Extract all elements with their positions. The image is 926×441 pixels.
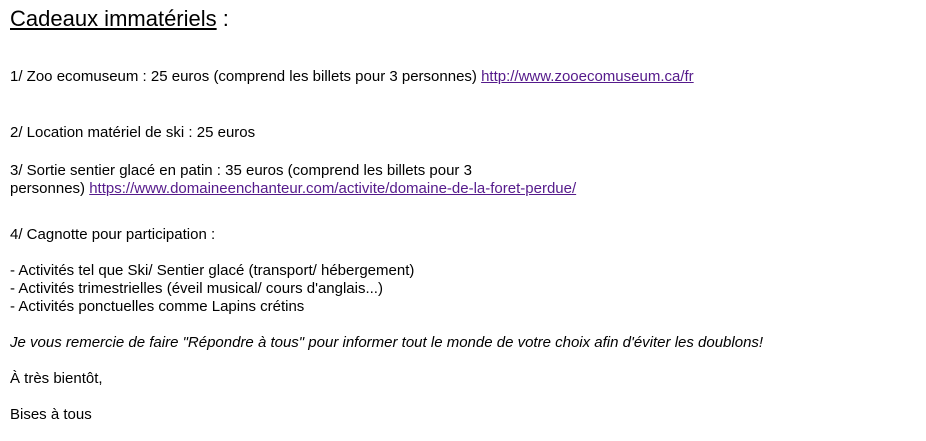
closing-signoff: Bises à tous (10, 406, 92, 423)
item-cagnotte: 4/ Cagnotte pour participation : (10, 226, 216, 243)
domaine-link[interactable]: https://www.domaineenchanteur.com/activite/domaine-de-la-foret-perdue/ (89, 180, 577, 197)
reply-all-note: Je vous remercie de faire "Répondre à tous" pour informer tout le monde de votre choix afin d'éviter les doublons! (10, 334, 764, 351)
list-item: - Activités ponctuelles comme Lapins crétins (10, 298, 305, 315)
item-sortie-line1: 3/ Sortie sentier glacé en patin : 35 euros (comprend les billets pour 3 (10, 162, 472, 179)
item-ski: 2/ Location matériel de ski : 25 euros (10, 124, 256, 141)
item-sortie-line2 (10, 180, 576, 198)
list-item: - Activités tel que Ski/ Sentier glacé (transport/ hébergement) (10, 262, 415, 279)
closing-greeting: À très bientôt, (10, 370, 103, 387)
zoo-link[interactable]: http://www.zooecomuseum.ca/fr (481, 68, 694, 85)
item-zoo-text: 1/ Zoo ecomuseum : 25 euros (comprend les billets pour 3 personnes) (10, 68, 482, 85)
page-title (10, 6, 229, 32)
title-suffix: : (216, 6, 229, 31)
title-text: Cadeaux immatériels (10, 6, 217, 31)
item-sortie-text: personnes) (10, 180, 90, 197)
list-item: - Activités trimestrielles (éveil musical/ cours d'anglais...) (10, 280, 383, 297)
item-zoo (10, 68, 694, 86)
